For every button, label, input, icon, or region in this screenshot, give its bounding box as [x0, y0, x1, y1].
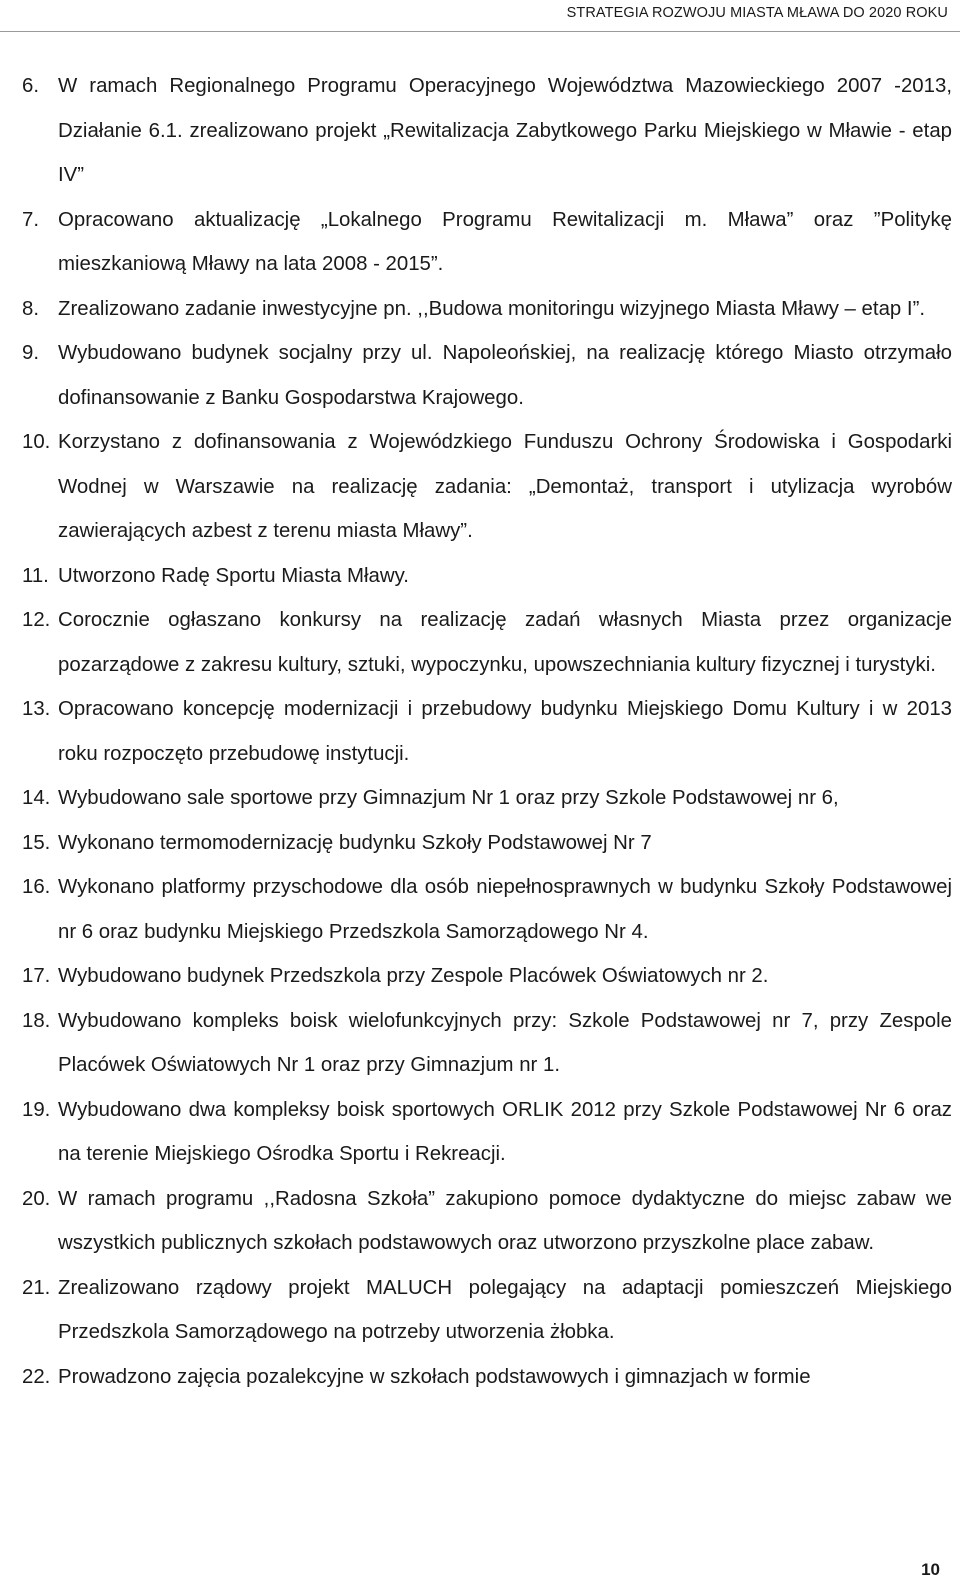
item-number: 19.: [22, 1098, 51, 1121]
list-item: [22, 420, 952, 554]
item-number: 11.: [22, 564, 49, 587]
list-item: [22, 821, 952, 866]
item-text: Zrealizowano zadanie inwestycyjne pn. ,,Budowa monitoringu wizyjnego Miasta Mławy – etap I”.: [58, 297, 926, 320]
running-header: STRATEGIA ROZWOJU MIASTA MŁAWA DO 2020 ROKU: [566, 5, 948, 21]
item-text: Wybudowano sale sportowe przy Gimnazjum Nr 1 oraz przy Szkole Podstawowej nr 6,: [58, 787, 839, 809]
list-item: [22, 198, 952, 287]
item-text: W ramach programu ,,Radosna Szkoła” zakupiono pomoce dydaktyczne do miejsc zabaw we wszystkich publicznych szkołach podstawowych oraz utworzono przyszkolne place zabaw.: [58, 1187, 952, 1254]
item-text: Wykonano termomodernizację budynku Szkoły Podstawowej Nr 7: [58, 831, 652, 854]
item-number: 6.: [22, 75, 40, 97]
item-number: 20.: [22, 1187, 51, 1210]
list-item: [22, 1355, 952, 1400]
list-item: [22, 287, 952, 332]
item-text: Wybudowano budynek socjalny przy ul. Napoleońskiej, na realizację którego Miasto otrzymało dofinansowanie z Banku Gospodarstwa Krajowego.: [58, 342, 952, 409]
item-text: Utworzono Radę Sportu Miasta Mławy.: [58, 564, 409, 587]
list-item: [22, 776, 952, 821]
list-item: [22, 865, 952, 954]
item-text: Opracowano aktualizację „Lokalnego Programu Rewitalizacji m. Mława” oraz ”Politykę mieszkaniową Mławy na lata 2008 - 2015”.: [58, 208, 952, 275]
item-number: 17.: [22, 965, 51, 987]
item-number: 10.: [22, 431, 51, 453]
item-text: W ramach Regionalnego Programu Operacyjnego Województwa Mazowieckiego 2007 -2013, Działanie 6.1. zrealizowano projekt „Rewitalizacja Zabytkowego Parku Miejskiego w Mławie - etap IV”: [58, 75, 952, 186]
list-item: [22, 554, 952, 599]
item-text: Wykonano platformy przyschodowe dla osób niepełnosprawnych w budynku Szkoły Podstawowej nr 6 oraz budynku Miejskiego Przedszkola Samorządowego Nr 4.: [58, 876, 952, 943]
item-number: 22.: [22, 1365, 51, 1388]
item-number: 16.: [22, 876, 51, 898]
header-rule: [0, 31, 960, 32]
item-text: Prowadzono zajęcia pozalekcyjne w szkołach podstawowych i gimnazjach w formie: [58, 1365, 811, 1388]
item-number: 18.: [22, 1009, 51, 1032]
list-item: [22, 64, 952, 198]
item-number: 13.: [22, 698, 51, 720]
list-item: [22, 598, 952, 687]
item-text: Opracowano koncepcję modernizacji i przebudowy budynku Miejskiego Domu Kultury i w 2013 roku rozpoczęto przebudowę instytucji.: [58, 698, 952, 765]
item-text: Corocznie ogłaszano konkursy na realizację zadań własnych Miasta przez organizacje pozarządowe z zakresu kultury, sztuki, wypoczynku, upowszechniania kultury fizycznej i turystyki.: [58, 609, 952, 676]
item-text: Korzystano z dofinansowania z Wojewódzkiego Funduszu Ochrony Środowiska i Gospodarki Wodnej w Warszawie na realizację zadania: „Demontaż, transport i utylizacja wyrobów zawierających azbest z terenu miasta Mławy”.: [58, 431, 952, 542]
list-item: [22, 1266, 952, 1355]
item-number: 7.: [22, 208, 40, 231]
item-text: Wybudowano dwa kompleksy boisk sportowych ORLIK 2012 przy Szkole Podstawowej Nr 6 oraz na terenie Miejskiego Ośrodka Sportu i Rekreacji.: [58, 1098, 952, 1165]
item-number: 15.: [22, 831, 51, 854]
item-number: 12.: [22, 609, 51, 631]
list-item: [22, 331, 952, 420]
list-item: [22, 954, 952, 999]
page-number: 10: [921, 1560, 940, 1579]
list-item: [22, 687, 952, 776]
list-item: [22, 1088, 952, 1177]
item-number: 8.: [22, 297, 40, 320]
list-item: [22, 1177, 952, 1266]
item-number: 14.: [22, 787, 51, 809]
item-text: Wybudowano kompleks boisk wielofunkcyjnych przy: Szkole Podstawowej nr 7, przy Zespole Placówek Oświatowych Nr 1 oraz przy Gimnazjum nr 1.: [58, 1009, 952, 1076]
achievements-list: [22, 64, 952, 1399]
item-text: Zrealizowano rządowy projekt MALUCH polegający na adaptacji pomieszczeń Miejskiego Przedszkola Samorządowego na potrzeby utworzenia żłobka.: [58, 1276, 952, 1343]
item-number: 21.: [22, 1276, 51, 1299]
list-item: [22, 999, 952, 1088]
item-text: Wybudowano budynek Przedszkola przy Zespole Placówek Oświatowych nr 2.: [58, 965, 769, 987]
item-number: 9.: [22, 342, 40, 364]
